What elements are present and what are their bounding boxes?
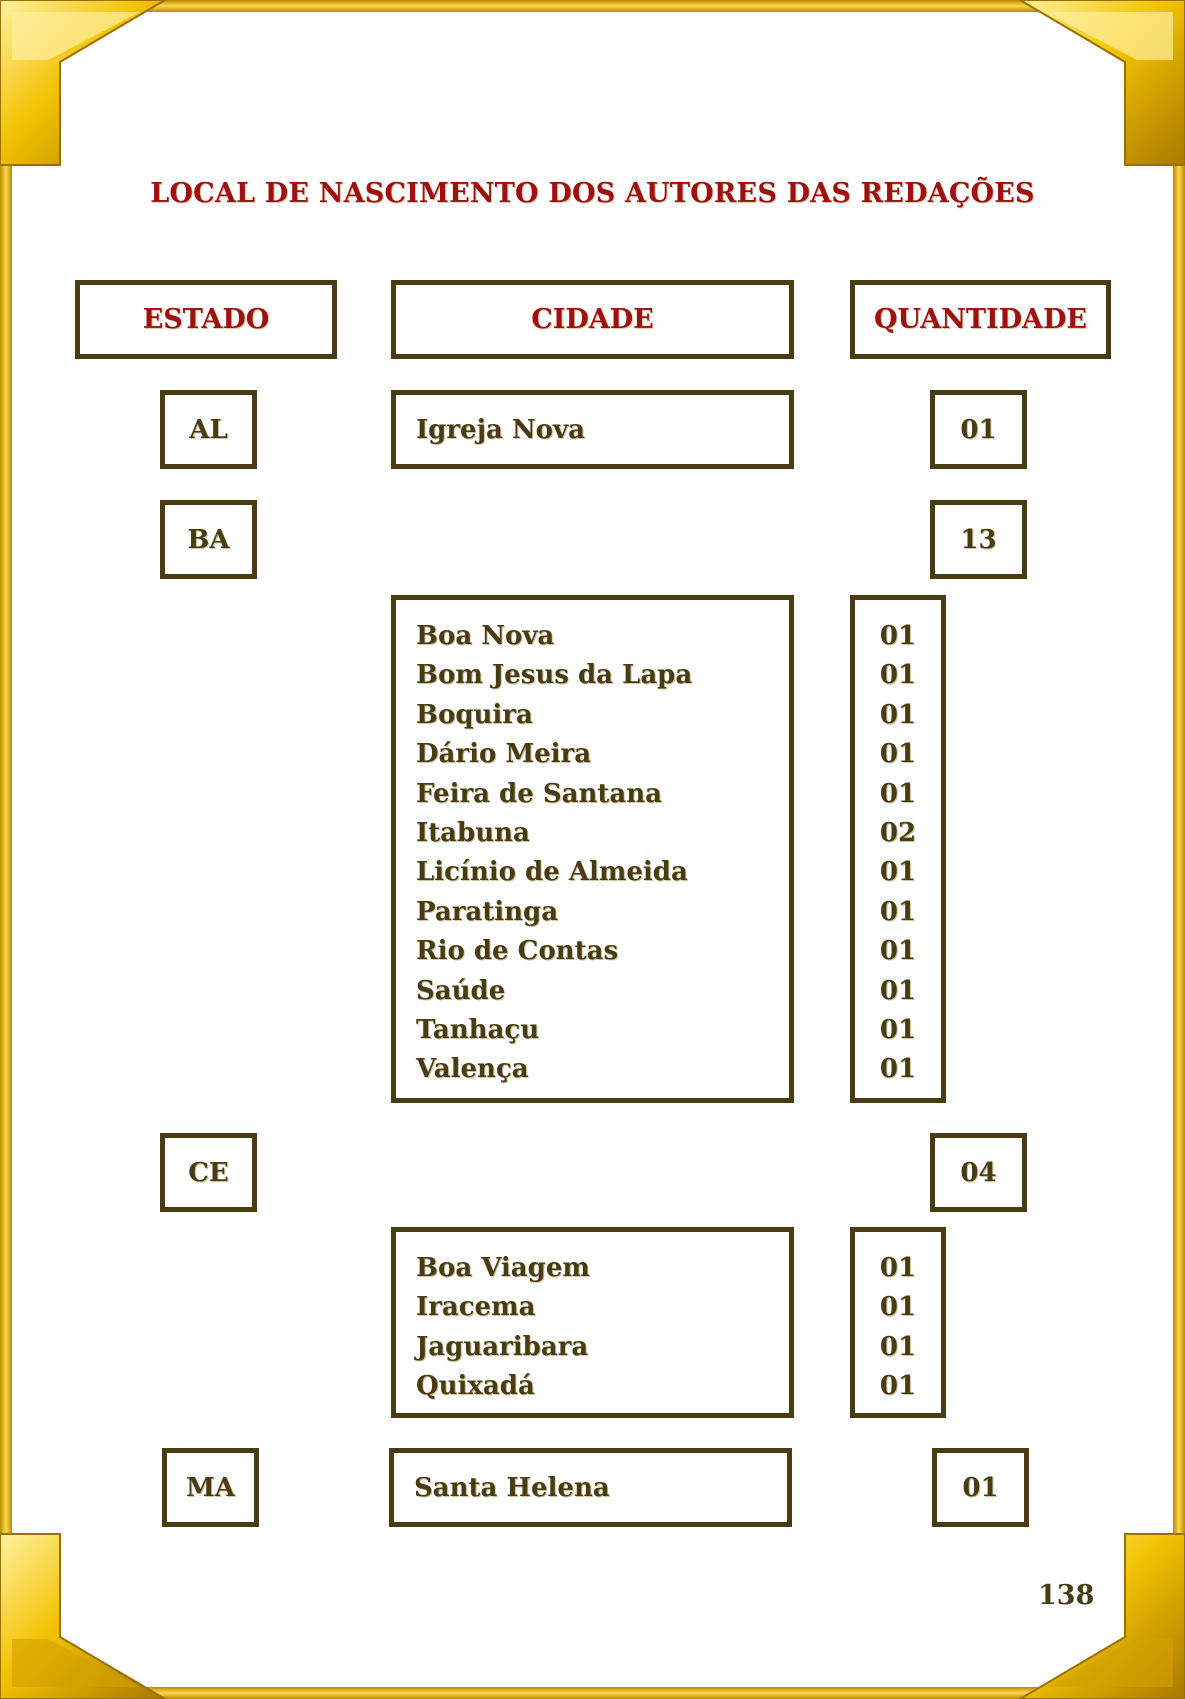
corner-ornament-bottom-left [0, 1534, 165, 1699]
list-item: 01 [879, 1371, 917, 1402]
list-item: Saúde [416, 975, 506, 1006]
list-item: 02 [879, 817, 917, 848]
list-item: 01 [879, 739, 917, 770]
list-item: Quixadá [416, 1371, 535, 1402]
list-item: 01 [879, 936, 917, 967]
total-ce: 04 [930, 1133, 1027, 1212]
list-item: 01 [879, 1014, 917, 1045]
list-item: Boa Nova [416, 621, 555, 651]
corner-ornament-top-right [1020, 0, 1185, 165]
header-estado: ESTADO [75, 280, 337, 359]
list-item: Bom Jesus da Lapa [416, 660, 693, 691]
header-cidade: CIDADE [391, 280, 794, 359]
list-item: Valença [416, 1054, 529, 1085]
list-item: Paratinga [416, 896, 559, 927]
cidades-ba-list [391, 595, 794, 1103]
cidades-ce-list [391, 1227, 794, 1418]
list-item: Tanhaçu [416, 1014, 540, 1045]
quantidades-ce-list [850, 1227, 946, 1418]
list-item: Jaguaribara [416, 1331, 589, 1362]
list-item: 01 [879, 896, 917, 927]
list-item: 01 [879, 660, 917, 691]
estado-ba: BA [160, 500, 257, 579]
estado-ce: CE [160, 1133, 257, 1212]
list-item: Boquira [416, 699, 533, 730]
cidade-ma: Santa Helena [389, 1448, 792, 1527]
corner-ornament-bottom-right [1020, 1534, 1185, 1699]
list-item: Dário Meira [416, 739, 592, 770]
list-item: 01 [879, 857, 917, 888]
list-item: Rio de Contas [416, 936, 619, 967]
estado-al: AL [160, 390, 257, 469]
list-item: 01 [879, 1292, 917, 1323]
page-number: 138 [1038, 1580, 1095, 1611]
total-ma: 01 [932, 1448, 1029, 1527]
list-item: Boa Viagem [416, 1253, 590, 1283]
list-item: 01 [879, 975, 917, 1006]
list-item: 01 [879, 621, 917, 651]
list-item: 01 [879, 1253, 917, 1283]
total-ba: 13 [930, 500, 1027, 579]
corner-ornament-top-left [0, 0, 165, 165]
list-item: 01 [879, 699, 917, 730]
list-item: 01 [879, 778, 917, 809]
cidade-al: Igreja Nova [391, 390, 794, 469]
quantidades-ba-list [850, 595, 946, 1103]
list-item: Feira de Santana [416, 778, 662, 809]
list-item: 01 [879, 1054, 917, 1085]
total-al: 01 [930, 390, 1027, 469]
header-quantidade: QUANTIDADE [850, 280, 1111, 359]
page-title: LOCAL DE NASCIMENTO DOS AUTORES DAS REDAÇÕES [150, 178, 1035, 209]
estado-ma: MA [162, 1448, 259, 1527]
list-item: 01 [879, 1331, 917, 1362]
list-item: Itabuna [416, 817, 530, 848]
list-item: Iracema [416, 1292, 536, 1323]
list-item: Licínio de Almeida [416, 857, 688, 888]
